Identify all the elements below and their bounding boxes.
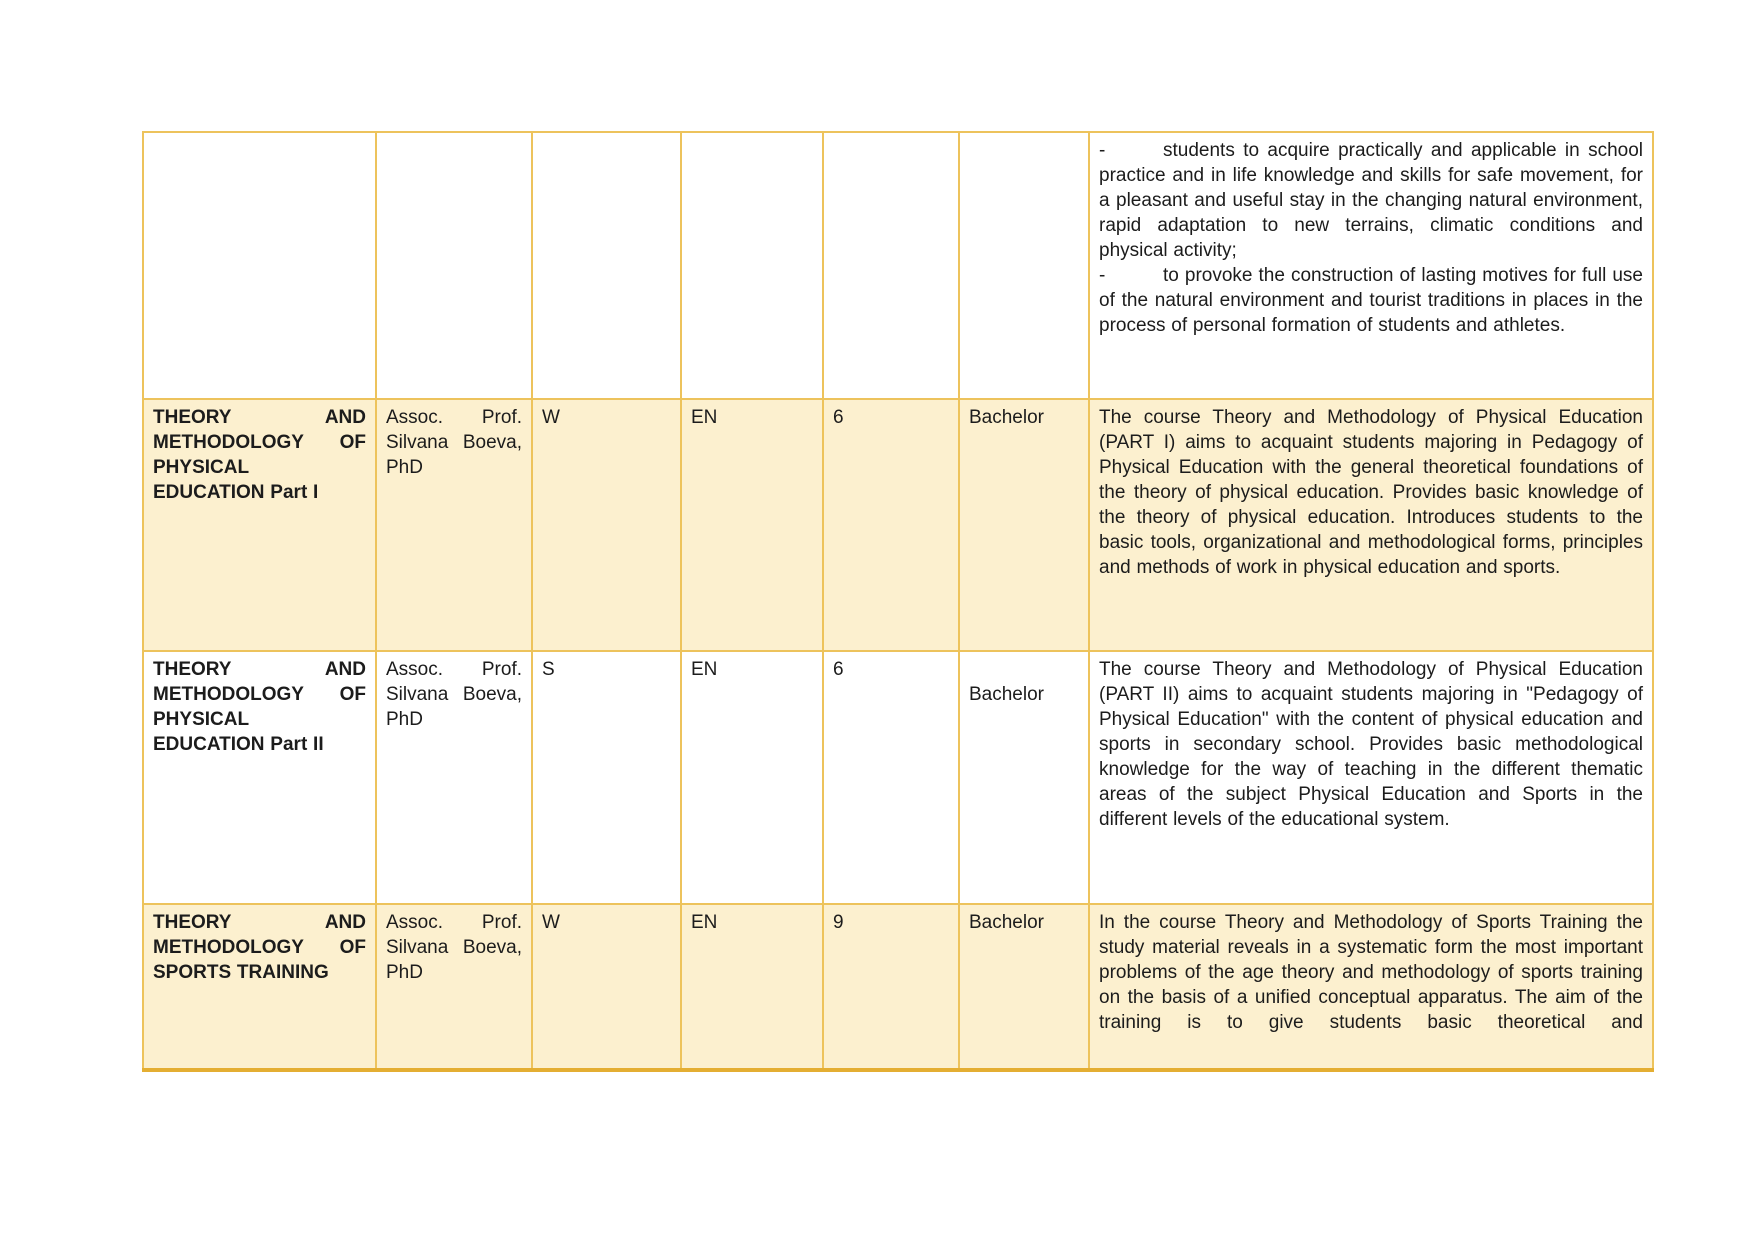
course-row [143, 132, 1653, 399]
bullet-text: students to acquire practically and applicable in school practice and in life knowledge and skills for safe movement, for a pleasant and useful stay in the changing natural environment, rapid adaptation to new terrains, climatic conditions and physical activity; [1099, 140, 1643, 261]
course-title-cell: THEORY AND METHODOLOGY OF SPORTS TRAINING [143, 904, 376, 1070]
semester-cell: W [532, 399, 681, 651]
degree-cell [959, 132, 1089, 399]
description-bullet [1099, 138, 1643, 263]
semester-cell: S [532, 651, 681, 904]
course-title-cell: THEORY AND METHODOLOGY OF PHYSICAL EDUCATION Part II [143, 651, 376, 904]
semester-cell: W [532, 904, 681, 1070]
semester-cell [532, 132, 681, 399]
course-row [143, 651, 1653, 904]
course-table [142, 131, 1654, 1072]
credits-cell: 6 [823, 651, 959, 904]
bullet-text: to provoke the construction of lasting motives for full use of the natural environment and tourist traditions in places in the process of personal formation of students and athletes. [1099, 265, 1643, 336]
bullet-marker: - [1099, 140, 1106, 161]
degree-cell [959, 651, 1089, 904]
description-cell: The course Theory and Methodology of Physical Education (PART I) aims to acquaint students majoring in Pedagogy of Physical Education with the general theoretical foundations of the theory of physical education. Provides basic knowledge of the theory of physical education. Introduces students to the basic tools, organizational and methodological forms, principles and methods of work in physical education and sports. [1089, 399, 1653, 651]
bullet-marker: - [1099, 265, 1106, 286]
course-row [143, 399, 1653, 651]
degree-cell: Bachelor [959, 399, 1089, 651]
credits-cell: 6 [823, 399, 959, 651]
language-cell: EN [681, 904, 823, 1070]
language-cell: EN [681, 399, 823, 651]
lecturer-cell: Assoc. Prof. Silvana Boeva, PhD [376, 904, 532, 1070]
description-cell: In the course Theory and Methodology of Sports Training the study material reveals in a systematic form the most important problems of the age theory and methodology of sports training on the basis of a unified conceptual apparatus. The aim of the training is to give students basic theoretical and [1089, 904, 1653, 1070]
degree-cell: Bachelor [959, 904, 1089, 1070]
degree-label: Bachelor [969, 684, 1044, 705]
credits-cell: 9 [823, 904, 959, 1070]
lecturer-cell: Assoc. Prof. Silvana Boeva, PhD [376, 651, 532, 904]
description-cell: The course Theory and Methodology of Physical Education (PART II) aims to acquaint students majoring in "Pedagogy of Physical Education" with the content of physical education and sports in secondary school. Provides basic methodological knowledge for the way of teaching in the different thematic areas of the subject Physical Education and Sports in the different levels of the educational system. [1089, 651, 1653, 904]
description-bullet [1099, 263, 1643, 338]
description-cell [1089, 132, 1653, 399]
lecturer-cell: Assoc. Prof. Silvana Boeva, PhD [376, 399, 532, 651]
language-cell: EN [681, 651, 823, 904]
course-title-cell: THEORY AND METHODOLOGY OF PHYSICAL EDUCATION Part I [143, 399, 376, 651]
lecturer-cell [376, 132, 532, 399]
credits-cell [823, 132, 959, 399]
course-title-cell [143, 132, 376, 399]
course-row [143, 904, 1653, 1070]
language-cell [681, 132, 823, 399]
